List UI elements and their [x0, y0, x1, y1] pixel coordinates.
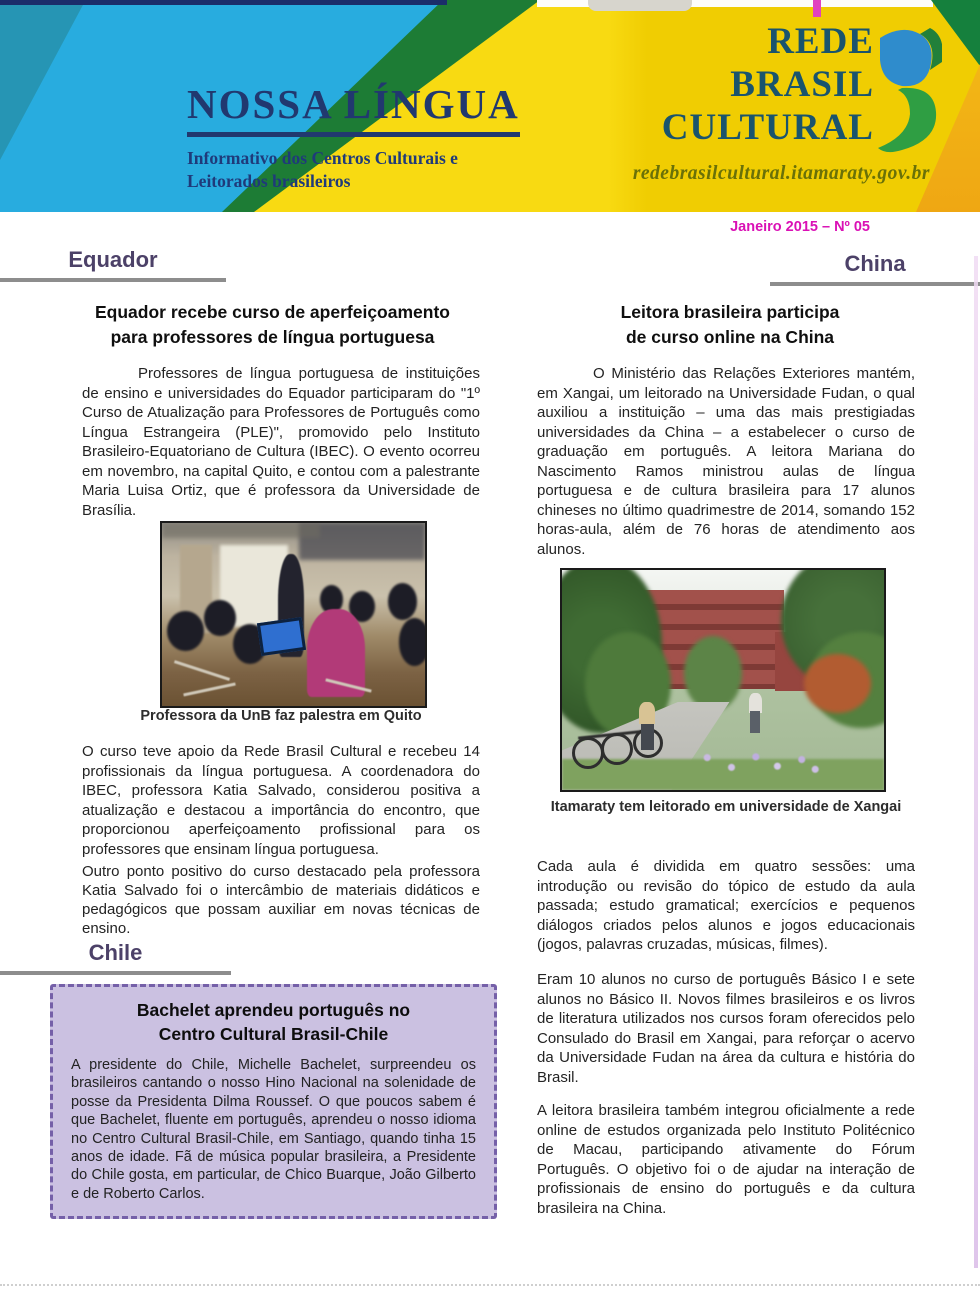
brand-swoosh-icon	[872, 24, 942, 156]
chile-highlight-box	[50, 984, 497, 1219]
subtitle-line-2: Leitorados brasileiros	[187, 171, 351, 191]
photo-laptop-shape	[257, 617, 307, 656]
campus-photo	[560, 568, 886, 792]
article-paragraph: O curso teve apoio da Rede Brasil Cultural e recebeu 14 profissionais da língua portuguesa. A coordenadora do IBEC, professora Katia Salvado, considerou positiva a atualização e destacou a importância do encontro, que proporcionou aperfeiçoamento profissional para os professores que ensinam língua portuguesa.	[82, 743, 480, 858]
article-paragraph: A leitora brasileira também integrou oficialmente a rede online de estudos organizada pelo Instituto Politécnico de Macau, participando ativamente do Fórum Português. O objetivo foi o de ajudar na interação de profissionais de ensino do português e da cultura brasileira na China.	[537, 1102, 915, 1217]
photo-bicycle-wheel	[601, 733, 633, 765]
article-title-equador: Equador recebe curso de aperfeiçoamento para professores de língua portuguesa	[95, 302, 450, 347]
section-heading-china: China	[770, 251, 980, 286]
photo-caption-quito: Professora da UnB faz palestra em Quito	[140, 708, 422, 724]
issue-line: Janeiro 2015 – Nº 05	[730, 219, 870, 235]
chile-box-title: Bachelet aprendeu português no Centro Cultural Brasil-Chile	[136, 1000, 411, 1044]
article-title-china: Leitora brasileira participa de curso online na China	[620, 302, 840, 347]
masthead-banner	[0, 0, 980, 212]
section-heading-equador: Equador	[0, 247, 226, 282]
photo-beam-shape	[162, 523, 320, 538]
newsletter-subtitle	[187, 147, 458, 193]
banner-navy-strip	[0, 0, 447, 5]
article-paragraph: O Ministério das Relações Exteriores mantém, em Xangai, um leitorado na Universidade Fudan, o qual auxiliou a instituição – uma das mais prestigiadas universidades da China – a estabelecer o curso de graduação em português. A leitora Mariana do Nascimento Ramos ministrou aulas de língua portuguesa e de cultura brasileira para 17 alunos chineses no último quadrimestre de 2014, somando 152 horas-aula, além de 76 horas de atendimento aos alunos.	[537, 365, 915, 558]
page-bottom-edge-line	[0, 1284, 980, 1286]
photo-orange-bush	[804, 654, 872, 713]
brand-word-cultural: CULTURAL	[661, 107, 874, 148]
page-right-edge-line	[974, 256, 978, 1268]
article-paragraph: Outro ponto positivo do curso destacado pela professora Katia Salvado foi o intercâmbio de materiais didáticos e pedagógicos que possam auxiliar em novas técnicas de ensino.	[82, 863, 480, 937]
photo-flower-bed	[691, 742, 826, 782]
article-paragraph: Cada aula é dividida em quatro sessões: uma introdução ou revisão do tópico de estudo da aula passada; estudo gramatical; exercícios e pequenos diálogos criados pelos alunos e jogos educacionais (jogos, palavras cruzadas, músicas, filmes).	[537, 858, 915, 953]
photo-caption-xangai: Itamaraty tem leitorado em universidade de Xangai	[550, 799, 902, 815]
article-paragraph: Professores de língua portuguesa de instituições de ensino e universidades do Equador participaram do "1º Curso de Atualização para Professores de Português como Língua Estrangeira (PLE)", promovido pelo Instituto Brasileiro-Equatoriano de Cultura (IBEC). O evento ocorreu em novembro, na capital Quito, e contou com a palestrante Maria Luisa Ortiz, que é professora da Universidade de Brasília.	[82, 365, 480, 519]
article-paragraph: Eram 10 alunos no curso de português Básico I e sete alunos no Básico II. Novos filmes brasileiros e os livros de literatura utilizados nos cursos foram oferecidos pelo Consulado do Brasil em Xangai, para reforçar o acervo da Universidade Fudan na área da cultura e história do Brasil.	[537, 971, 915, 1086]
newsletter-title: NOSSA LÍNGUA	[187, 80, 520, 137]
photo-bicycle-wheel	[572, 737, 604, 769]
classroom-photo	[160, 521, 427, 708]
banner-gray-shape	[588, 0, 692, 11]
subtitle-line-1: Informativo dos Centros Culturais e	[187, 148, 458, 168]
brand-logo	[662, 20, 874, 149]
brand-url[interactable]: redebrasilcultural.itamaraty.gov.br	[632, 163, 930, 184]
brand-word-brasil: BRASIL	[730, 64, 874, 105]
photo-pedestrian	[639, 702, 655, 724]
banner-pink-mark	[813, 0, 821, 17]
chile-box-body: A presidente do Chile, Michelle Bachelet, surpreendeu os brasileiros cantando o nosso Hino Nacional na solenidade de posse da Presidenta Dilma Roussef. O que poucos sabem é que Bachelet, fluente em português, aprendeu o nosso idioma no Centro Cultural Brasil-Chile, em Santiago, quando tinha 15 anos de idade. Fã de música popular brasileira, a Presidente do Chile gosta, em particular, de Chico Buarque, João Gilberto e de Roberto Carlos.	[71, 1057, 476, 1202]
section-heading-chile: Chile	[0, 940, 231, 975]
brand-word-rede: REDE	[767, 21, 874, 62]
